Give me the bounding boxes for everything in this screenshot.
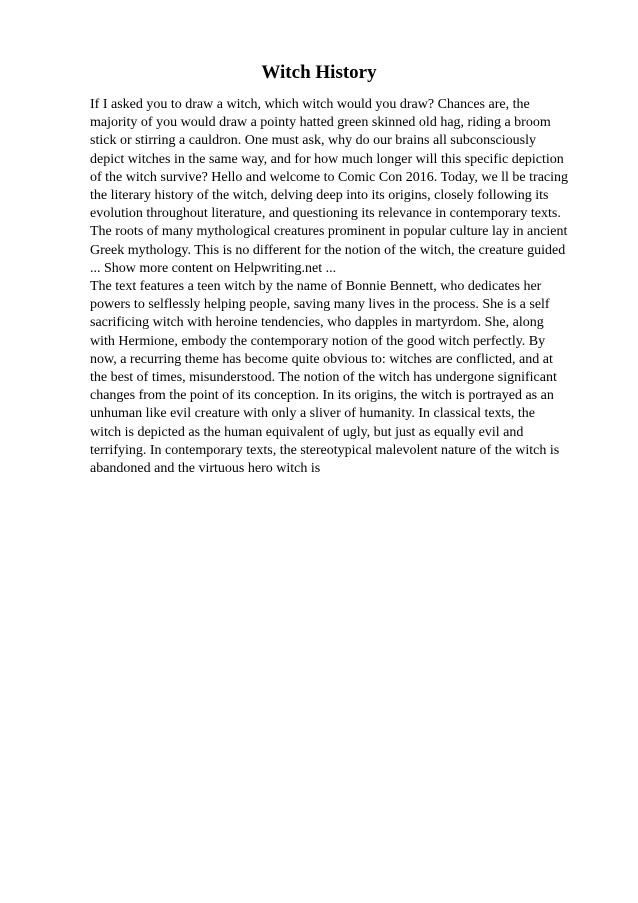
text-line: with Hermione, embody the contemporary notion of the good witch perfectly. By [90,333,546,349]
text-line: the literary history of the witch, delving deep into its origins, closely following its [90,188,549,204]
text-line: depict witches in the same way, and for how much longer will this specific depiction [90,151,564,167]
text-line: The roots of many mythological creatures prominent in popular culture lay in ancient [90,224,568,240]
text-line: sacrificing witch with heroine tendencies, who dapples in martyrdom. She, along [90,315,544,331]
text-line: If I asked you to draw a witch, which witch would you draw? Chances are, the [90,97,530,112]
text-line: unhuman like evil creature with only a sliver of humanity. In classical texts, the [90,406,536,422]
text-line: The text features a teen witch by the name of Bonnie Bennett, who dedicates her [90,279,542,295]
text-line: the best of times, misunderstood. The notion of the witch has undergone significant [90,370,557,386]
text-line: stick or stirring a cauldron. One must ask, why do our brains all subconsciously [90,133,536,149]
text-line: changes from the point of its conception. In its origins, the witch is portrayed as an [90,388,554,404]
document-title: Witch History [261,62,377,83]
text-line: powers to selflessly helping people, saving many lives in the process. She is a self [90,297,550,313]
text-line: of the witch survive? Hello and welcome to Comic Con 2016. Today, we ll be tracing [90,169,569,185]
text-line: majority of you would draw a pointy hatted green skinned old hag, riding a broom [90,115,551,131]
show-more-line: ... Show more content on Helpwriting.net ... [90,260,337,276]
text-line: evolution throughout literature, and questioning its relevance in contemporary texts. [90,206,561,222]
document-body [90,96,590,478]
text-line: Greek mythology. This is no different for the notion of the witch, the creature guided [90,242,566,258]
text-line: now, a recurring theme has become quite obvious to: witches are conflicted, and at [90,351,553,367]
text-line: witch is depicted as the human equivalent of ugly, but just as equally evil and [90,424,524,440]
text-line: abandoned and the virtuous hero witch is [90,461,321,477]
text-line: terrifying. In contemporary texts, the stereotypical malevolent nature of the witch is [90,442,560,458]
